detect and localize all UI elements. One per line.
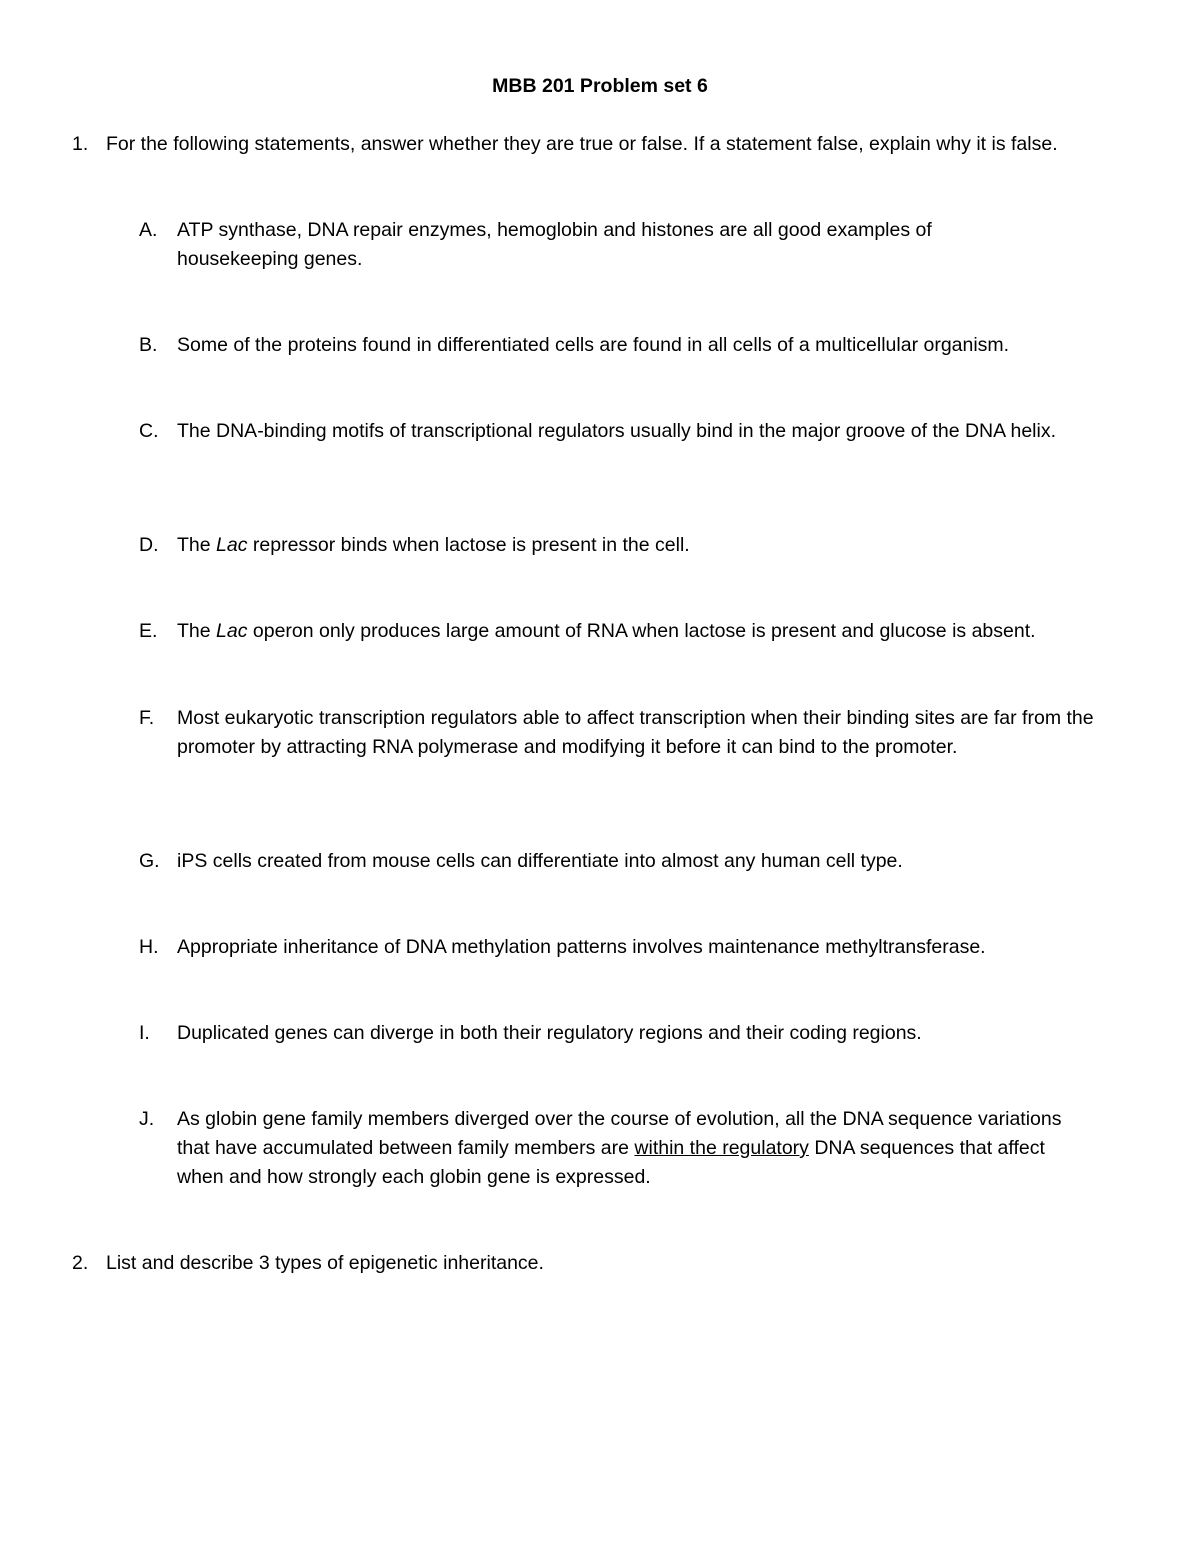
statement-e-letter: E.: [139, 620, 158, 642]
statement-a-letter: A.: [139, 219, 158, 241]
statement-b-text: Some of the proteins found in differentiated cells are found in all cells of a multicellular organism.: [177, 334, 1010, 356]
statement-j-letter: J.: [139, 1108, 155, 1130]
statement-g-letter: G.: [139, 850, 160, 872]
statement-c-letter: C.: [139, 420, 159, 442]
statement-d-pre: The: [177, 534, 217, 556]
statement-a-text: ATP synthase, DNA repair enzymes, hemoglobin and histones are all good examples of housekeeping genes.: [177, 219, 932, 270]
statement-f-letter: F.: [139, 707, 155, 729]
statement-e-pre: The: [177, 620, 217, 642]
question-1-text: For the following statements, answer whether they are true or false. If a statement false, explain why it is false.: [106, 133, 1058, 155]
statement-f-text: Most eukaryotic transcription regulators able to affect transcription when their binding sites are far from the promoter by attracting RNA polymerase and modifying it before it can bind to the promoter.: [177, 707, 1094, 758]
statement-j-pre: As globin gene family members diverged over the course of evolution, all the DNA sequence variations that have accumulated between family members are: [177, 1108, 1062, 1159]
statement-c-text: The DNA-binding motifs of transcriptional regulators usually bind in the major groove of the DNA helix.: [177, 420, 1057, 442]
statement-i-letter: I.: [139, 1022, 150, 1044]
page-title: MBB 201 Problem set 6: [492, 75, 708, 97]
statement-d-letter: D.: [139, 534, 159, 556]
statement-j-text: [177, 1105, 1077, 1192]
statement-g-text: iPS cells created from mouse cells can differentiate into almost any human cell type.: [177, 850, 903, 872]
statement-e-text: [177, 617, 1167, 646]
statement-e-italic: Lac: [216, 620, 248, 642]
statement-h-letter: H.: [139, 936, 159, 958]
statement-d-text: [177, 531, 1167, 560]
question-1-number: 1.: [72, 133, 89, 155]
statement-d-post: repressor binds when lactose is present in the cell.: [247, 534, 690, 556]
question-2-text: List and describe 3 types of epigenetic inheritance.: [106, 1252, 544, 1274]
statement-i-text: Duplicated genes can diverge in both their regulatory regions and their coding regions.: [177, 1022, 922, 1044]
statement-h-text: Appropriate inheritance of DNA methylation patterns involves maintenance methyltransferase.: [177, 936, 986, 958]
statement-j-post: DNA sequences that affect when and how strongly each globin gene is expressed.: [177, 1137, 1045, 1188]
statement-j-underlined: within the regulatory: [634, 1137, 809, 1159]
statement-d-italic: Lac: [216, 534, 248, 556]
statement-e-post: operon only produces large amount of RNA when lactose is present and glucose is absent.: [247, 620, 1036, 642]
statement-b-letter: B.: [139, 334, 158, 356]
question-2-number: 2.: [72, 1252, 89, 1274]
